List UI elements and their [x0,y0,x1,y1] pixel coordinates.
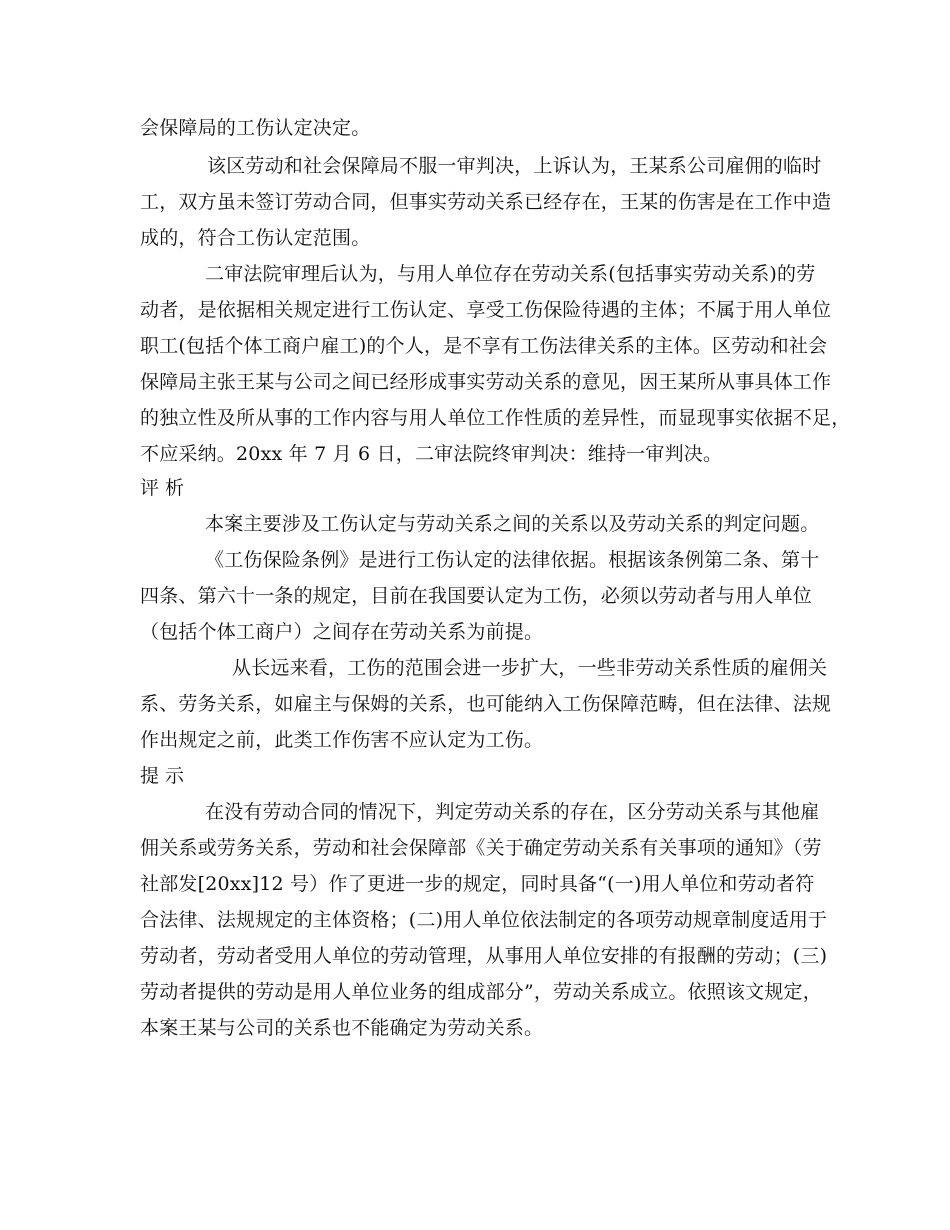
text-line: 佣关系或劳务关系，劳动和社会保障部《关于确定劳动关系有关事项的通知》（劳 [140,837,822,859]
paragraph-start-line: 本案主要涉及工伤认定与劳动关系之间的关系以及劳动关系的判定问题。 [205,513,820,535]
section-heading-tips: 提 示 [140,765,185,787]
text-line: （包括个体工商户）之间存在劳动关系为前提。 [140,621,544,643]
text-line: 成的，符合工伤认定范围。 [140,227,371,249]
text-line: 四条、第六十一条的规定，目前在我国要认定为工伤，必须以劳动者与用人单位 [140,585,813,607]
text-line: 职工(包括个体工商户雇工)的个人，是不享有工伤法律关系的主体。区劳动和社会 [140,335,828,357]
text-line: 合法律、法规规定的主体资格；(二)用人单位依法制定的各项劳动规章制度适用于 [140,909,828,931]
paragraph-start-line: 从长远来看，工伤的范围会进一步扩大，一些非劳动关系性质的雇佣关 [232,657,828,679]
text-line: 工，双方虽未签订劳动合同，但事实劳动关系已经存在，王某的伤害是在工作中造 [140,191,832,213]
text-line: 会保障局的工伤认定决定。 [140,117,371,139]
text-line: 本案王某与公司的关系也不能确定为劳动关系。 [140,1017,544,1039]
paragraph-start-line: 二审法院审理后认为，与用人单位存在劳动关系(包括事实劳动关系)的劳 [205,263,816,285]
paragraph-start-line: 该区劳动和社会保障局不服一审判决，上诉认为，王某系公司雇佣的临时 [207,155,822,177]
paragraph-start-line: 在没有劳动合同的情况下，判定劳动关系的存在，区分劳动关系与其他雇 [205,801,820,823]
text-line: 保障局主张王某与公司之间已经形成事实劳动关系的意见，因王某所从事具体工作 [140,371,832,393]
text-line: 系、劳务关系，如雇主与保姆的关系，也可能纳入工伤保障范畴，但在法律、法规 [140,693,832,715]
text-line: 劳动者，劳动者受用人单位的劳动管理，从事用人单位安排的有报酬的劳动；(三) [140,945,828,967]
text-line: 不应采纳。20xx 年 7 月 6 日，二审法院终审判决：维持一审判决。 [140,443,723,465]
text-line: 动者，是依据相关规定进行工伤认定、享受工伤保险待遇的主体；不属于用人单位 [140,299,832,321]
text-line: 社部发[20xx]12 号）作了更进一步的规定，同时具备“(一)用人单位和劳动者符 [140,873,815,895]
section-heading-analysis: 评 析 [140,477,185,499]
text-line: 作出规定之前，此类工作伤害不应认定为工伤。 [140,729,544,751]
paragraph-start-line: 《工伤保险条例》是进行工伤认定的法律依据。根据该条例第二条、第十 [205,549,820,571]
text-line: 劳动者提供的劳动是用人单位业务的组成部分”，劳动关系成立。依照该文规定， [140,981,822,1003]
text-line: 的独立性及所从事的工作内容与用人单位工作性质的差异性，而显现事实依据不足， [140,407,851,429]
